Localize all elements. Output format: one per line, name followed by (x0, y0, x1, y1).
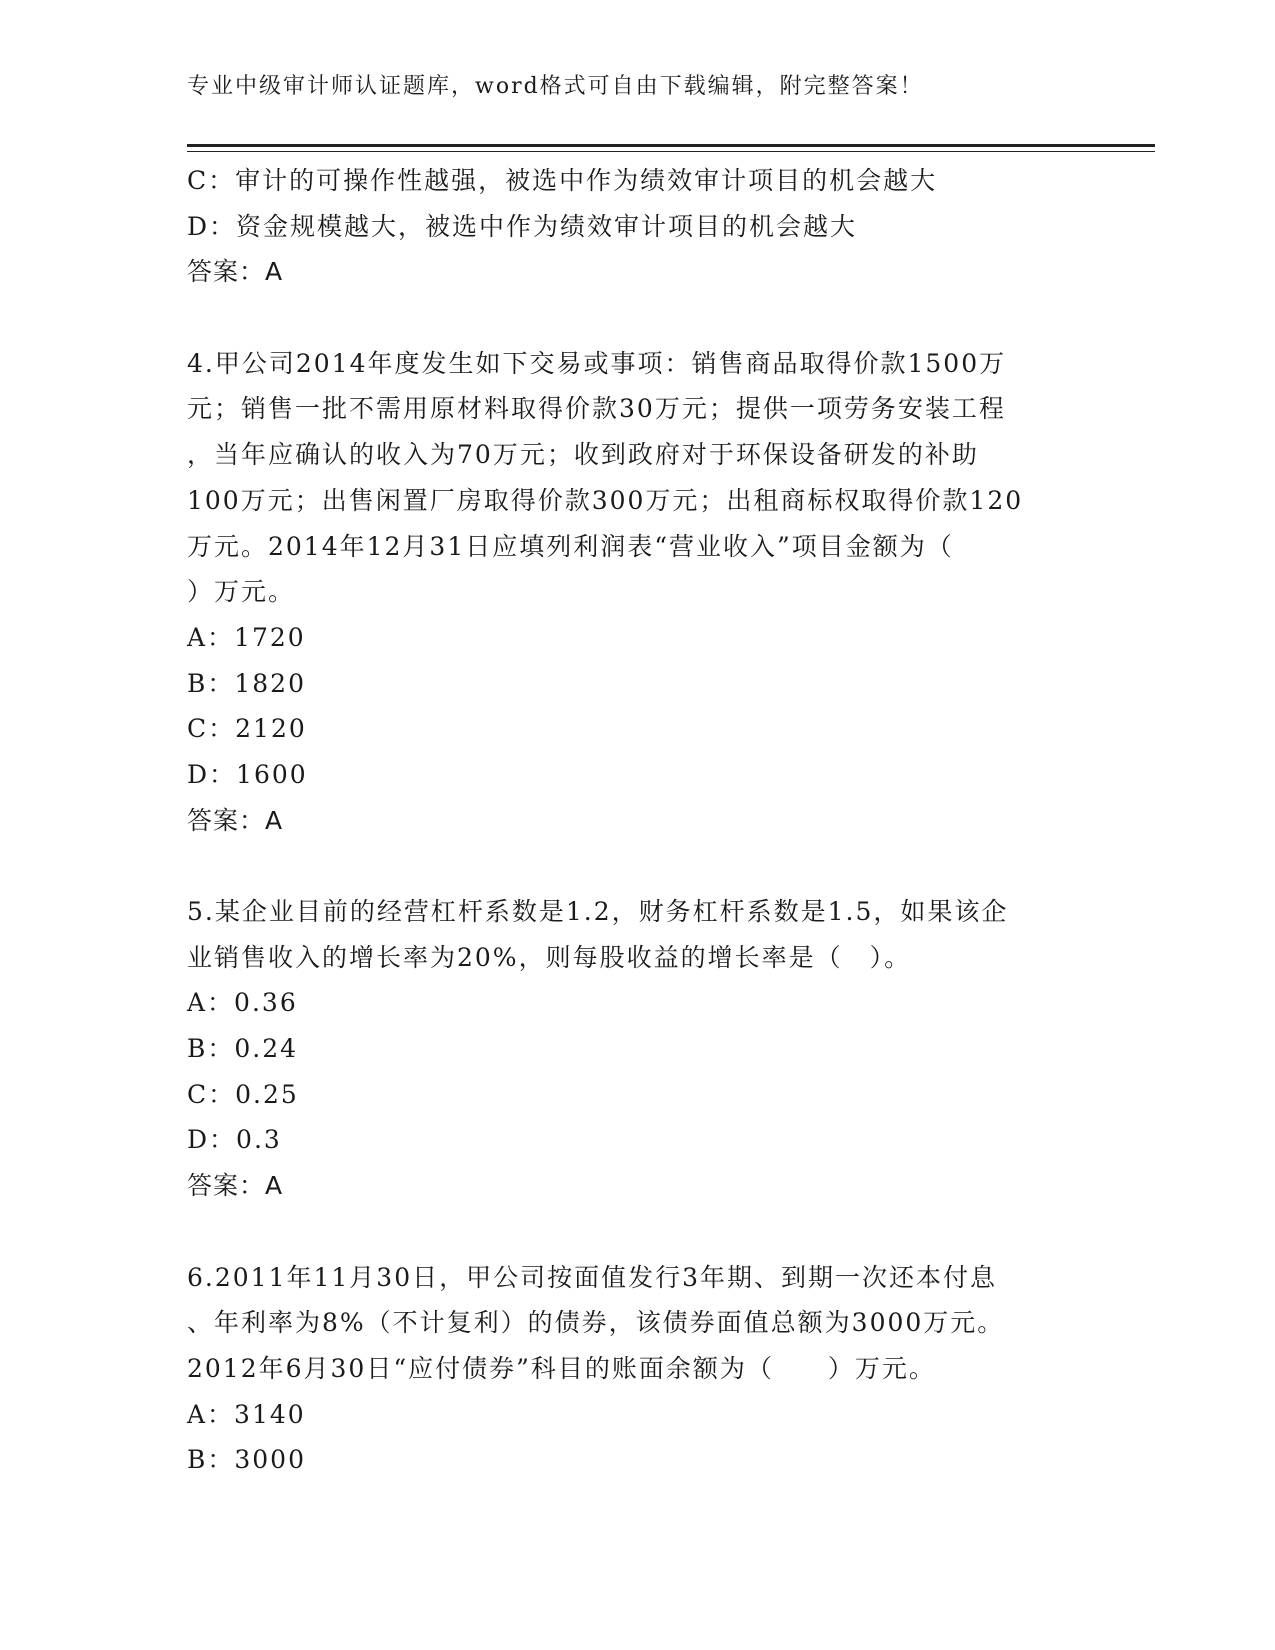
q5-option-a: A：0.36 (187, 988, 298, 1018)
q3-option-c: C：审计的可操作性越强，被选中作为绩效审计项目的机会越大 (187, 166, 938, 195)
q4-option-c: C：2120 (187, 714, 307, 744)
q5-option-b: B：0.24 (187, 1034, 299, 1064)
header-rule-thin (187, 151, 1155, 152)
q6-option-a: A：3140 (187, 1399, 306, 1429)
q4-option-b: B：1820 (187, 668, 306, 698)
q3-option-d: D：资金规模越大，被选中作为绩效审计项目的机会越大 (187, 211, 858, 241)
q4-answer: 答案：A (187, 805, 284, 835)
q4-stem-line-6: ）万元。 (187, 577, 296, 607)
q4-stem-line-4: 100万元；出售闲置厂房取得价款300万元；出租商标权取得价款120 (187, 485, 1024, 515)
q4-stem-line-5: 万元。2014年12月31日应填列利润表“营业收入”项目金额为（ (187, 531, 954, 561)
q4-stem-line-3: ，当年应确认的收入为70万元；收到政府对于环保设备研发的补助 (187, 440, 979, 470)
document-body (187, 158, 1087, 1483)
q6-stem-line-2: 、年利率为8%（不计复利）的债券，该债券面值总额为3000万元。 (187, 1308, 1005, 1338)
q4-option-d: D：1600 (187, 759, 308, 789)
q4-option-a: A：1720 (187, 622, 306, 652)
q6-option-b: B：3000 (187, 1445, 306, 1475)
q4-stem-line-2: 元；销售一批不需用原材料取得价款30万元；提供一项劳务安装工程 (187, 394, 1006, 424)
q4-stem-line-1: 4.甲公司2014年度发生如下交易或事项：销售商品取得价款1500万 (187, 348, 1007, 378)
q5-answer: 答案：A (187, 1171, 284, 1201)
q5-stem-line-1: 5.某企业目前的经营杠杆系数是1.2，财务杠杆系数是1.5，如果该企 (187, 897, 1009, 926)
page-header: 专业中级审计师认证题库，word格式可自由下载编辑，附完整答案！ (187, 74, 924, 99)
q3-answer: 答案：A (187, 257, 284, 287)
q5-option-d: D：0.3 (187, 1125, 282, 1155)
header-rule-thick (187, 144, 1155, 147)
q6-stem-line-1: 6.2011年11月30日，甲公司按面值发行3年期、到期一次还本付息 (187, 1262, 998, 1292)
q5-option-c: C：0.25 (187, 1079, 299, 1109)
q6-stem-line-3: 2012年6月30日“应付债券”科目的账面余额为（ ）万元。 (187, 1353, 936, 1383)
q5-stem-line-2: 业销售收入的增长率为20%，则每股收益的增长率是（ ）。 (187, 942, 912, 972)
